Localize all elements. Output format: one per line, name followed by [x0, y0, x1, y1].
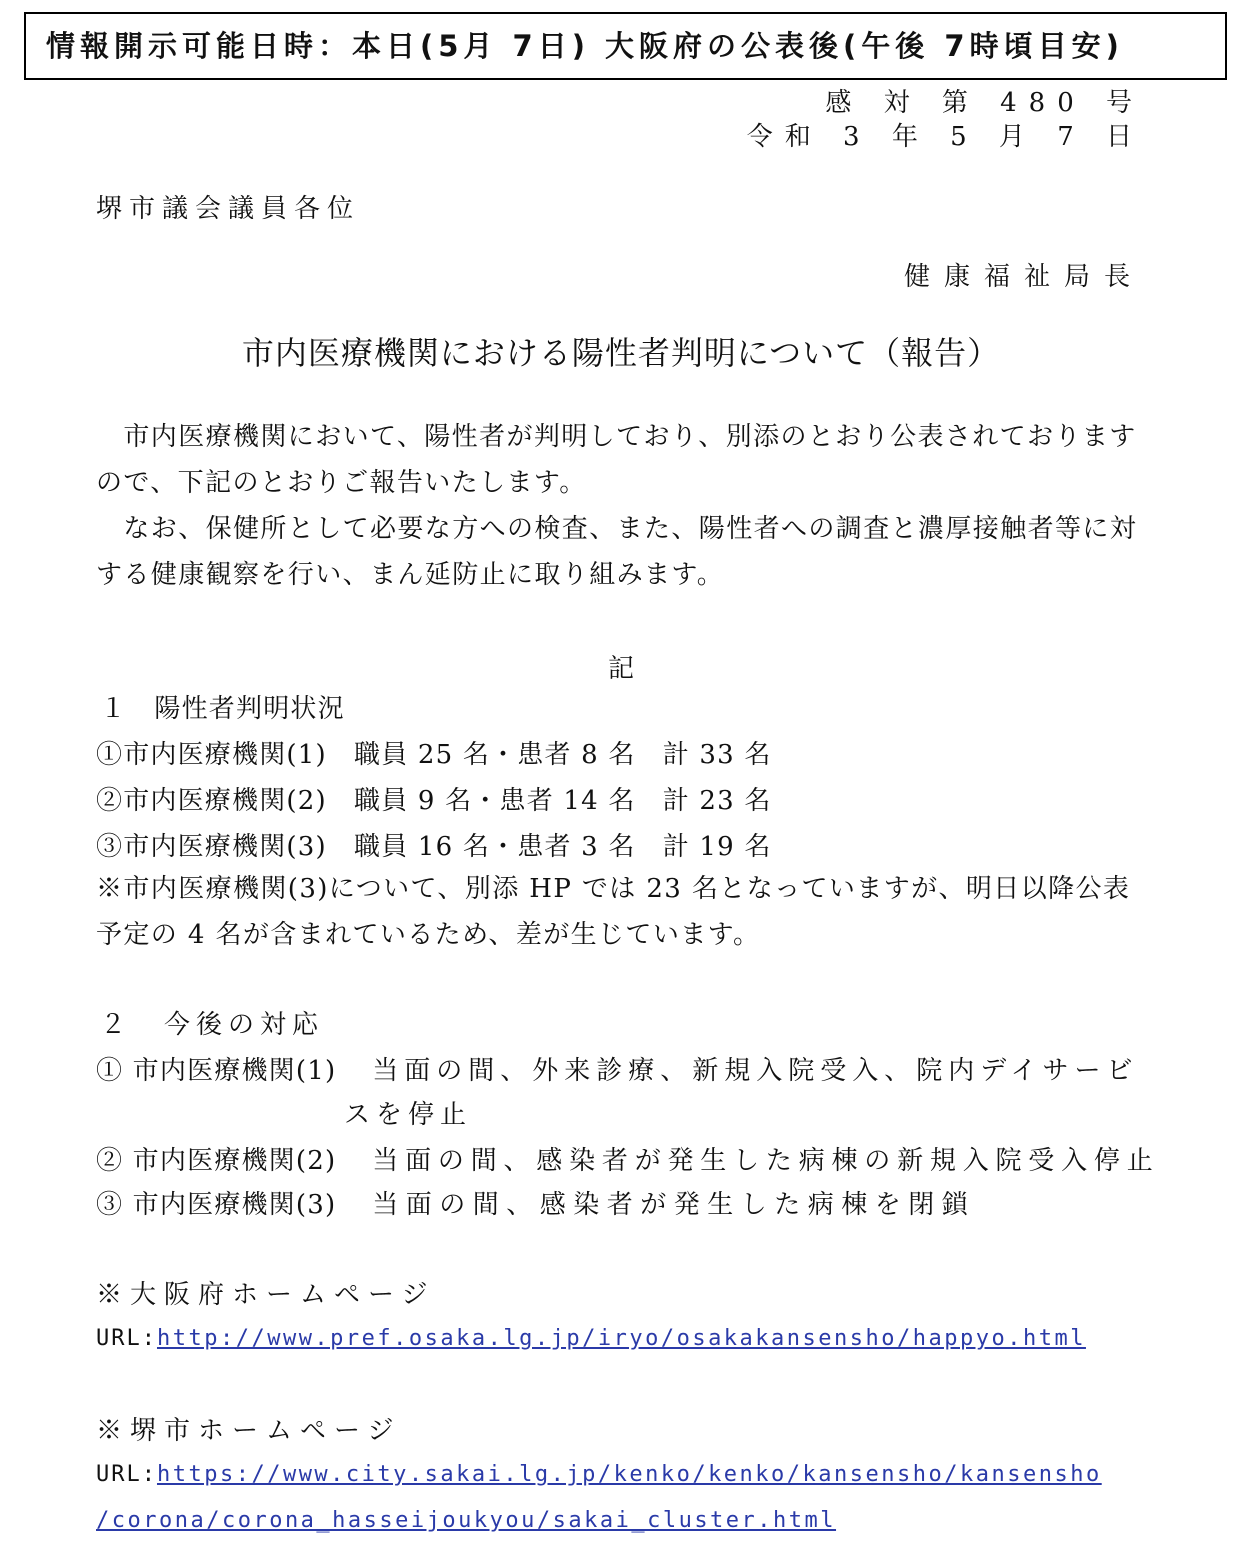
sakai-link-label: ※堺市ホームページ: [96, 1416, 402, 1446]
section1-heading: １ 陽性者判明状況: [100, 694, 345, 724]
sakai-url-line-2: [96, 1504, 836, 1534]
document-date: 令和 3 年 5 月 7 日: [746, 122, 1144, 152]
osaka-link-label: ※大阪府ホームページ: [96, 1280, 436, 1310]
section2-heading: ２ 今後の対応: [100, 1010, 325, 1040]
intro-paragraph-1: 市内医療機関において、陽性者が判明しており、別添のとおり公表されておりますので、下記のとおりご報告いたします。: [96, 422, 1137, 498]
ki-marker: 記: [607, 654, 634, 684]
case-row-3: ③市内医療機関(3) 職員 16 名・患者 3 名 計 19 名: [96, 832, 772, 862]
intro-paragraph-2: なお、保健所として必要な方への検査、また、陽性者への調査と濃厚接触者等に対する健康観察を行い、まん延防止に取り組みます。: [96, 514, 1138, 590]
response-action-continued: スを停止: [344, 1100, 473, 1130]
osaka-url-link[interactable]: http://www.pref.osaka.lg.jp/iryo/osakakansensho/happyo.html: [156, 1326, 1086, 1351]
sakai-url-link[interactable]: https://www.city.sakai.lg.jp/kenko/kenko/kansensho/kansensho: [156, 1462, 1102, 1487]
response-action: 当面の間、外来診療、新規入院受入、院内デイサービ: [372, 1056, 1139, 1086]
case-row-2: ②市内医療機関(2) 職員 9 名・患者 14 名 計 23 名: [96, 786, 772, 816]
url-prefix: URL:: [96, 1462, 157, 1487]
sakai-url-line: [96, 1458, 1102, 1488]
sender: 健康福祉局長: [903, 262, 1144, 292]
document-number: 感 対 第 480 号: [825, 88, 1144, 118]
response-row-3: [96, 1184, 975, 1221]
response-action: 当面の間、感染者が発生した病棟の新規入院受入停止: [372, 1146, 1160, 1176]
osaka-url-line: [96, 1322, 1086, 1352]
disclosure-banner: 情報開示可能日時：本日(5月 7日) 大阪府の公表後(午後 7時頃目安): [24, 12, 1227, 80]
case-row-1: ①市内医療機関(1) 職員 25 名・患者 8 名 計 33 名: [96, 740, 772, 770]
response-action: 当面の間、感染者が発生した病棟を閉鎖: [372, 1190, 976, 1220]
addressee: 堺市議会議員各位: [96, 194, 361, 224]
url-prefix: URL:: [96, 1326, 157, 1351]
response-row-1: [96, 1050, 1138, 1087]
sakai-url-link-continued[interactable]: /corona/corona_hasseijoukyou/sakai_cluster.html: [96, 1508, 837, 1533]
response-org: ③ 市内医療機関(3): [96, 1190, 337, 1220]
response-row-2: [96, 1140, 1160, 1177]
response-org: ② 市内医療機関(2): [96, 1146, 337, 1176]
document-header: [747, 86, 1144, 154]
page-title: 市内医療機関における陽性者判明について（報告）: [241, 334, 1001, 372]
response-org: ① 市内医療機関(1): [96, 1056, 337, 1086]
case-note: ※市内医療機関(3)について、別添 HP では 23 名となっていますが、明日以降公表予定の 4 名が含まれているため、差が生じています。: [96, 874, 1131, 950]
